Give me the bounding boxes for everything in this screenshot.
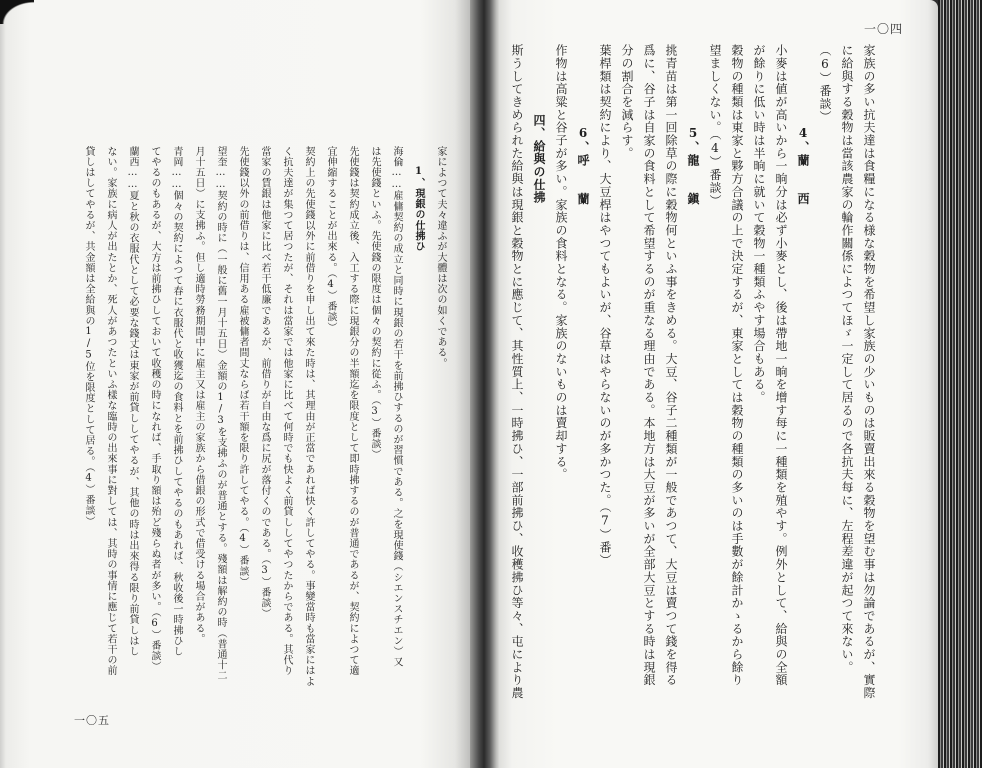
text-column: 家によつて夫々違ふが大體は次の如くである。 [435, 146, 446, 369]
section-heading-cash-payment: 1、現銀の仕拂ひ [413, 166, 424, 252]
text-column: 望ましくない。（4）番談） [708, 44, 722, 208]
text-column: 先使錢は契約成立後、入工する際に現銀分の半額迄を限度として即時拂するのが普通であるが、契約によつて適 [347, 146, 358, 676]
text-column: 海倫……雇傭契約の成立と同時に現銀の若干を前拂ひするのが習慣である。之を現使錢（シエンスチエン）又 [391, 146, 402, 668]
page-corner-shadow [0, 0, 34, 24]
page-number-left: 一〇五 [74, 714, 110, 727]
text-column: く抗夫達が集つて居つたが、それは當家では他家に比べて何時でも快よく前貸ししてやつたからである。其代り [281, 146, 292, 676]
citation-note: （6）番談） [818, 44, 832, 124]
text-column: に給與する穀物は當該農家の輪作關係によつてほゞ一定して居るので各抗夫每に、左程差違が起つて來ない。 [840, 44, 854, 674]
text-column: 宜伸縮することが出來る。（4）番談） [325, 146, 336, 333]
text-column: 契約上の先使錢以外に前借りを申し出て來た時は、其理由が正當であれば快く許してやる。事變當時も當家にはよ [303, 146, 314, 687]
page-number-right: 一〇四 [864, 22, 904, 36]
text-column: 分の割合を減らす。 [620, 44, 634, 160]
text-column: が餘りに低い時は半晌に就いて穀物一種類ふやす場合もある。 [752, 44, 766, 404]
text-column: 月十五日）に支拂ふ。但し適時勞務期間中に雇主又は雇主の家族から借銀の形式で借受ける場合がある。 [193, 146, 204, 645]
text-column: 葉桿類は契約により、大豆桿はやつてもよいが、谷草はやらないのが多かつた。（7）番） [598, 44, 612, 567]
chapter-heading-payment: 四、給與の仕拂 [532, 114, 546, 204]
text-column: 先使錢以外の前借りは、信用ある雇被傭者間丈ならば若干額を限り許してやる。（4）番談） [237, 146, 248, 588]
text-column: 家族の多い抗夫達は食糧になる様な穀物を希望し家族の少いものは販賣出來る穀物を望む事は勿論であるが、實際 [862, 44, 876, 700]
text-column: 蘭西……夏と秋の衣服代として必要な錢丈は東家が前貸ししてやるが、其他の時は出來得る限り前貸しはし [127, 146, 138, 657]
text-column: 挑青苗は第一回除草の際に穀物何といふ事をきめる。大豆、谷子二種類が一般であつて、大豆は賣つて錢を得る [664, 44, 678, 687]
text-column: 當家の賃銀は他家に比べ若干低廉であるが、前借りが自由な爲に尻が落付くのである。（3）番談） [259, 146, 270, 619]
text-column: は先使錢といふ。先使錢の限度は個々の契約に從ふ。（3）番談） [369, 146, 380, 460]
text-column: 斯うしてきめられた給與は現銀と穀物とに應じて、其性質上、一時拂ひ、一部前拂ひ、收穫拂ひ等々、屯により農 [510, 44, 524, 700]
text-column: 貸しはしてやるが、共金額は全給與の1/5位を限度として居る。（4）番談） [83, 146, 94, 527]
right-page-text [506, 44, 880, 712]
section-heading-lanxi: 4、蘭 西 [796, 126, 810, 206]
book-gutter [470, 0, 500, 768]
text-column: 青岡……個々の契約によつて春に衣服代と收獲迄の食料とを前拂ひしてやるのもあれば、秋收後一時拂ひし [171, 146, 182, 657]
left-page-text [77, 146, 451, 708]
section-heading-longzhen: 5、龍 鎭 [686, 126, 700, 206]
text-column: てやるのもあるが、大方は前拂ひしておいて收穫の時になれば、手取り額は殆ど殘らぬ者が多い。（6）番談） [149, 146, 160, 672]
text-column: 穀物の種類は東家と夥方合議の上で決定するが、東家としては穀物の種類の多いのは手數が餘計かゝるから餘り [730, 44, 744, 687]
text-column: 小麥は値が高いから一晌分は必ず小麥とし、後は帶地一晌を增す每に一種類を殖やす。例外として、給與の全額 [774, 44, 788, 687]
text-column: 爲に、谷子は自家の食料として希望するのが重なる理由である。本地方は大豆が多いが全部大豆とする時は現銀 [642, 44, 656, 687]
page-edge-stack [938, 0, 982, 768]
text-column: 望奎……契約の時に（一般に舊一月十五日）金額の1/3を支拂ふのが普通とする。殘額は解約の時（普通十二 [215, 146, 226, 681]
text-column: 作物は高粱と谷子が多い。家族の食料となる。家族のないものは賣却する。 [554, 44, 568, 481]
text-column: ない。家族に病人が出たとか、死人があつたといふ樣な臨時の出來事に對しては、其時の事情に應じて若干の前 [105, 146, 116, 676]
section-heading-hulan: 6、呼 蘭 [576, 126, 590, 206]
